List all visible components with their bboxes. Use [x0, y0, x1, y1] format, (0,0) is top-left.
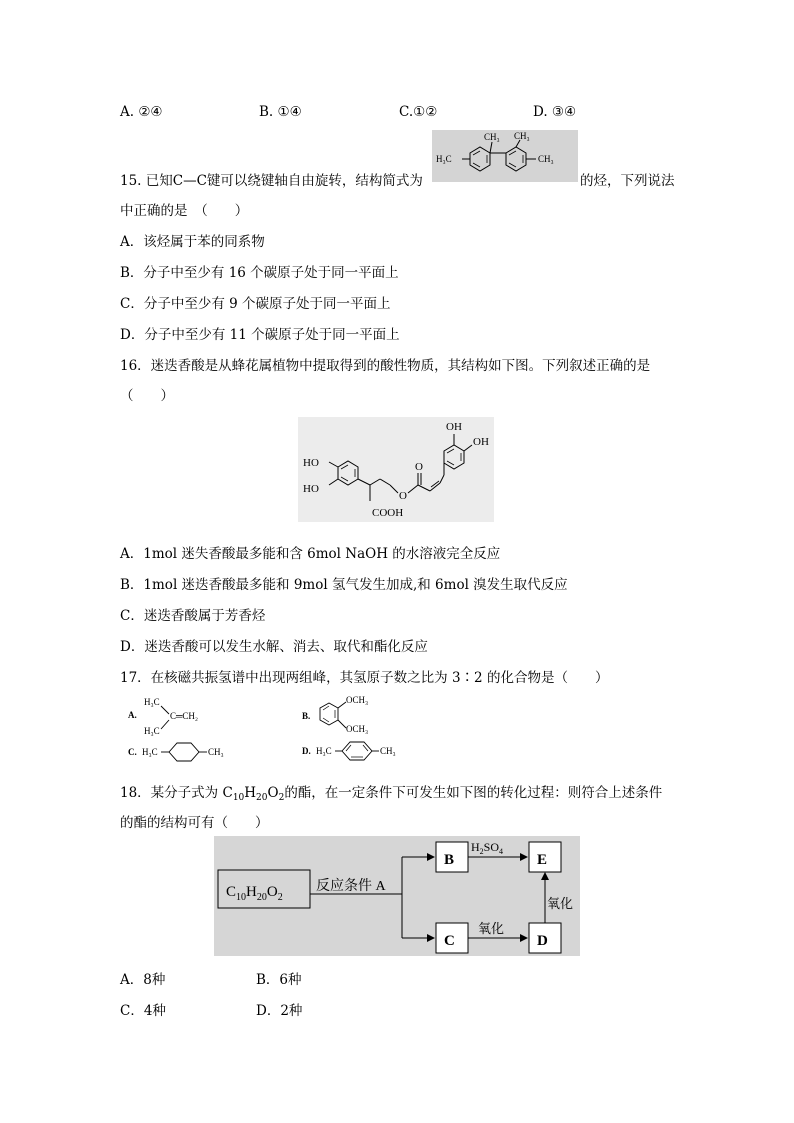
q16-option-a: A．1mol 迷失香酸最多能和含 6mol NaOH 的水溶液完全反应	[120, 546, 501, 562]
q18-box-d: D	[537, 933, 548, 949]
q17-b-top: OCH₃	[346, 695, 369, 705]
q18-oxidize-label-1: 氧化	[478, 921, 505, 936]
q17-b-letter: B.	[302, 711, 311, 721]
q17-a-right: C═CH₂	[170, 711, 199, 721]
q16-option-c: C．迷迭香酸属于芳香烃	[120, 608, 266, 624]
q16-label-o-ester: O	[399, 490, 407, 502]
q16-rosmarinic-acid-figure	[298, 417, 494, 522]
q18-h2so4-label: $H_2SO_4$	[471, 840, 504, 856]
q17-d-left: H₃C	[316, 746, 332, 756]
q15-label-ch3-3: CH₃	[538, 154, 554, 164]
q14-option-a: A. ②④	[120, 104, 163, 120]
q17-a-bottom: H₃C	[144, 726, 160, 736]
q18-oxidize-label-2: 氧化	[547, 896, 574, 911]
q16-label-o-carbonyl: O	[415, 461, 423, 473]
q17-a-top: H₃C	[144, 697, 160, 707]
q17-structures-figure	[124, 692, 424, 764]
q14-option-b: B. ①④	[259, 104, 302, 120]
q16-label-ho-1: HO	[303, 457, 319, 469]
q14-option-d: D. ③④	[533, 104, 577, 120]
q18-option-a: A．8种	[120, 972, 166, 988]
q17-d-letter: D.	[302, 746, 311, 756]
q18-stem-line2: 的酯的结构可有（ ）	[120, 815, 269, 831]
q15-stem-before: 15. 已知C—C键可以绕键轴自由旋转，结构简式为	[120, 173, 423, 189]
q16-stem-line2: （ ）	[120, 388, 174, 404]
q15-stem-after: 的烃，下列说法	[580, 173, 675, 189]
q14-option-c: C.①②	[399, 104, 438, 120]
q15-biphenyl-figure	[432, 130, 578, 182]
q17-c-letter: C.	[128, 747, 137, 757]
q15-option-d: D．分子中至少有 11 个碳原子处于同一平面上	[120, 327, 400, 343]
q16-label-cooh: COOH	[372, 507, 404, 519]
q16-label-ho-2: HO	[303, 483, 319, 495]
q15-label-ch3-1: CH₃	[484, 132, 500, 142]
q16-option-d: D．迷迭香酸可以发生水解、消去、取代和酯化反应	[120, 639, 428, 655]
q15-option-b: B．分子中至少有 16 个碳原子处于同一平面上	[120, 265, 399, 281]
q18-formula-box: $C_{10}H_{20}O_2$	[226, 884, 283, 903]
q18-option-b: B．6种	[256, 972, 302, 988]
q16-label-oh-1: OH	[446, 421, 462, 433]
q18-box-e: E	[537, 852, 548, 868]
q16-label-oh-2: OH	[473, 436, 489, 448]
q17-stem: 17．在核磁共振氢谱中出现两组峰，其氢原子数之比为 3∶2 的化合物是（ ）	[120, 670, 609, 686]
q15-option-c: C．分子中至少有 9 个碳原子处于同一平面上	[120, 296, 391, 312]
q18-stem-line1: 18．某分子式为 $C_{10}H_{20}O_2$的酯，在一定条件下可发生如下图的转化过程：则符合上述条件	[120, 785, 663, 803]
q18-option-c: C．4种	[120, 1003, 166, 1019]
q15-label-ch3-2: CH₃	[514, 131, 530, 141]
q17-a-letter: A.	[128, 710, 137, 720]
q15-label-h3c: H₃C	[436, 154, 452, 164]
q16-option-b: B．1mol 迷迭香酸最多能和 9mol 氢气发生加成,和 6mol 溴发生取代反应	[120, 577, 568, 593]
q18-condition-label: 反应条件 A	[316, 879, 386, 894]
q18-box-b: B	[444, 852, 455, 868]
q15-stem-line2: 中正确的是 （ ）	[120, 203, 249, 219]
q15-option-a: A．该烃属于苯的同系物	[120, 234, 265, 250]
q18-box-c: C	[444, 933, 455, 949]
q17-c-left: H₃C	[142, 747, 158, 757]
q17-b-bottom: OCH₃	[346, 724, 369, 734]
q17-d-right: CH₃	[380, 746, 396, 756]
q17-c-right: CH₃	[208, 747, 224, 757]
q16-stem-line1: 16．迷迭香酸是从蜂花属植物中提取得到的酸性物质，其结构如下图。下列叙述正确的是	[120, 358, 651, 374]
q18-option-d: D．2种	[256, 1003, 303, 1019]
q18-flow-diagram	[214, 836, 580, 956]
